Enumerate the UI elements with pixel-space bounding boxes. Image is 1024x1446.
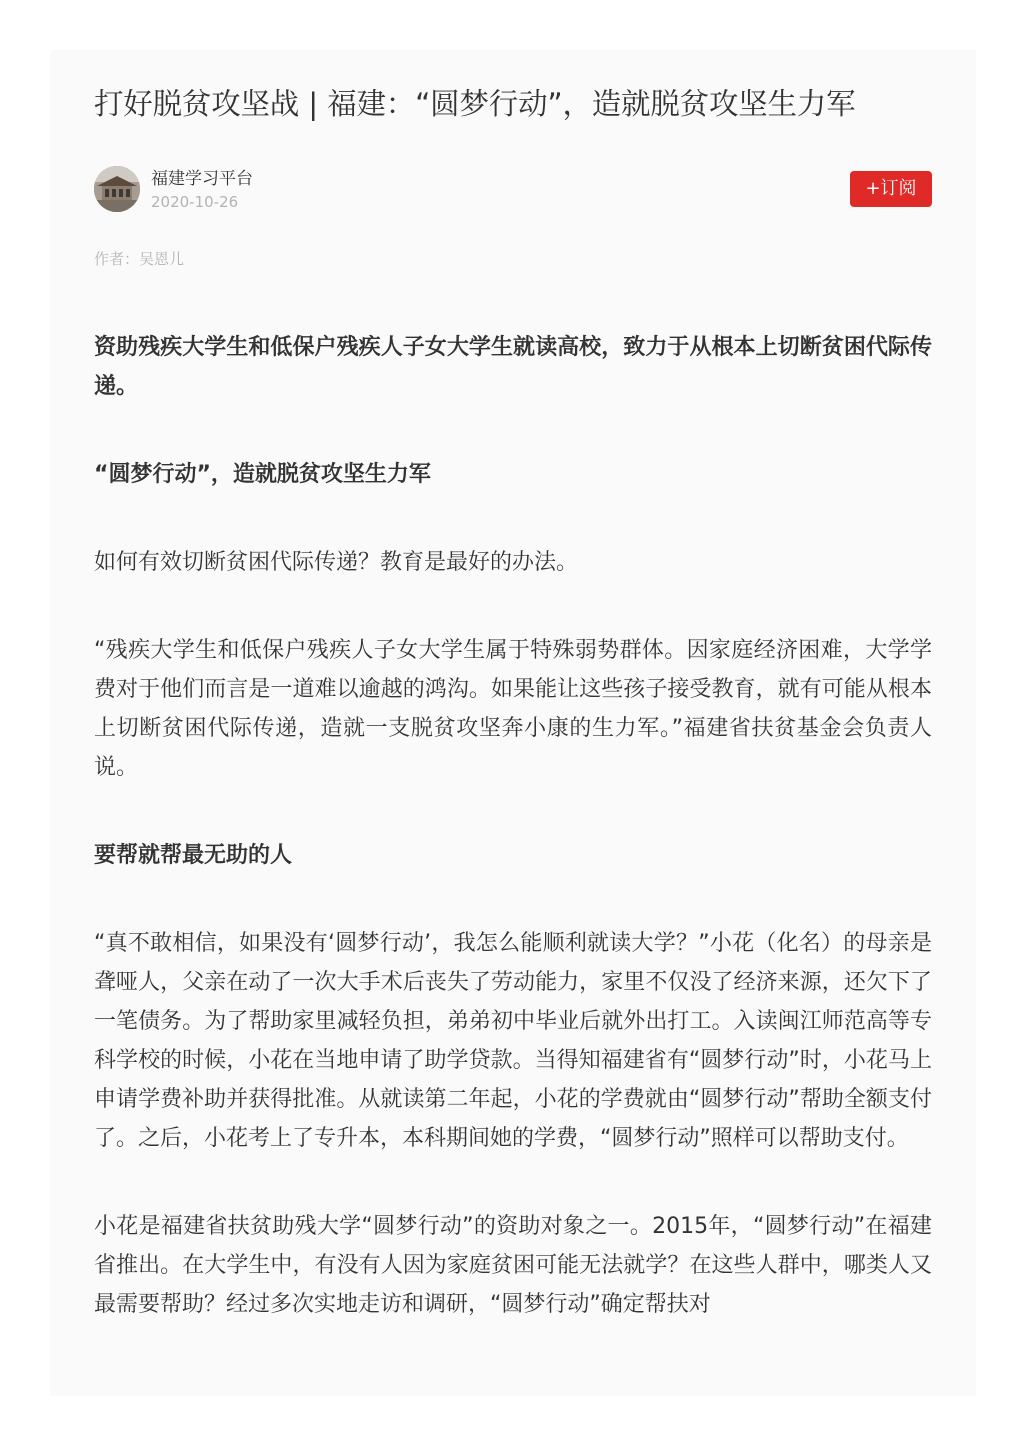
article-card: [50, 50, 976, 1396]
section-heading: “圆梦行动”，造就脱贫攻坚生力军: [94, 462, 431, 487]
publisher-name[interactable]: 福建学习平台: [151, 169, 253, 189]
paragraph: “残疾大学生和低保户残疾人子女大学生属于特殊弱势群体。因家庭经济困难，大学学费对于他们而言是一道难以逾越的鸿沟。如果能让这些孩子接受教育，就有可能从根本上切断贫困代际传递，造就一支脱贫攻坚奔小康的生力军。”福建省扶贫基金会负责人说。: [94, 638, 932, 780]
paragraph: “真不敢相信，如果没有‘圆梦行动’，我怎么能顺利就读大学？”小花（化名）的母亲是聋哑人，父亲在动了一次大手术后丧失了劳动能力，家里不仅没了经济来源，还欠下了一笔债务。为了帮助家里减轻负担，弟弟初中毕业后就外出打工。入读闽江师范高等专科学校的时候，小花在当地申请了助学贷款。当得知福建省有“圆梦行动”时，小花马上申请学费补助并获得批准。从就读第二年起，小花的学费就由“圆梦行动”帮助全额支付了。之后，小花考上了专升本，本科期间她的学费，“圆梦行动”照样可以帮助支付。: [94, 931, 932, 1151]
article-content: [94, 50, 932, 1373]
publish-date: 2020-10-26: [151, 193, 239, 211]
article-title: 打好脱贫攻坚战 | 福建：“圆梦行动”，造就脱贫攻坚生力军: [94, 87, 856, 121]
author-row: [94, 166, 932, 216]
article-body: [94, 328, 932, 1324]
section-heading: 要帮就帮最无助的人: [94, 843, 293, 868]
publisher-avatar[interactable]: [94, 166, 140, 212]
building-photo-icon: [94, 166, 140, 212]
subscribe-button[interactable]: +订阅: [850, 171, 932, 207]
author-byline: 作者：吴恩儿: [94, 250, 185, 268]
paragraph: 如何有效切断贫困代际传递？教育是最好的办法。: [94, 550, 579, 575]
paragraph: 小花是福建省扶贫助残大学“圆梦行动”的资助对象之一。2015年，“圆梦行动”在福建省推出。在大学生中，有没有人因为家庭贫困可能无法就学？在这些人群中，哪类人又最需要帮助？经过多次实地走访和调研，“圆梦行动”确定帮扶对: [94, 1214, 932, 1317]
paragraph-lead: 资助残疾大学生和低保户残疾人子女大学生就读高校，致力于从根本上切断贫困代际传递。: [94, 335, 932, 399]
